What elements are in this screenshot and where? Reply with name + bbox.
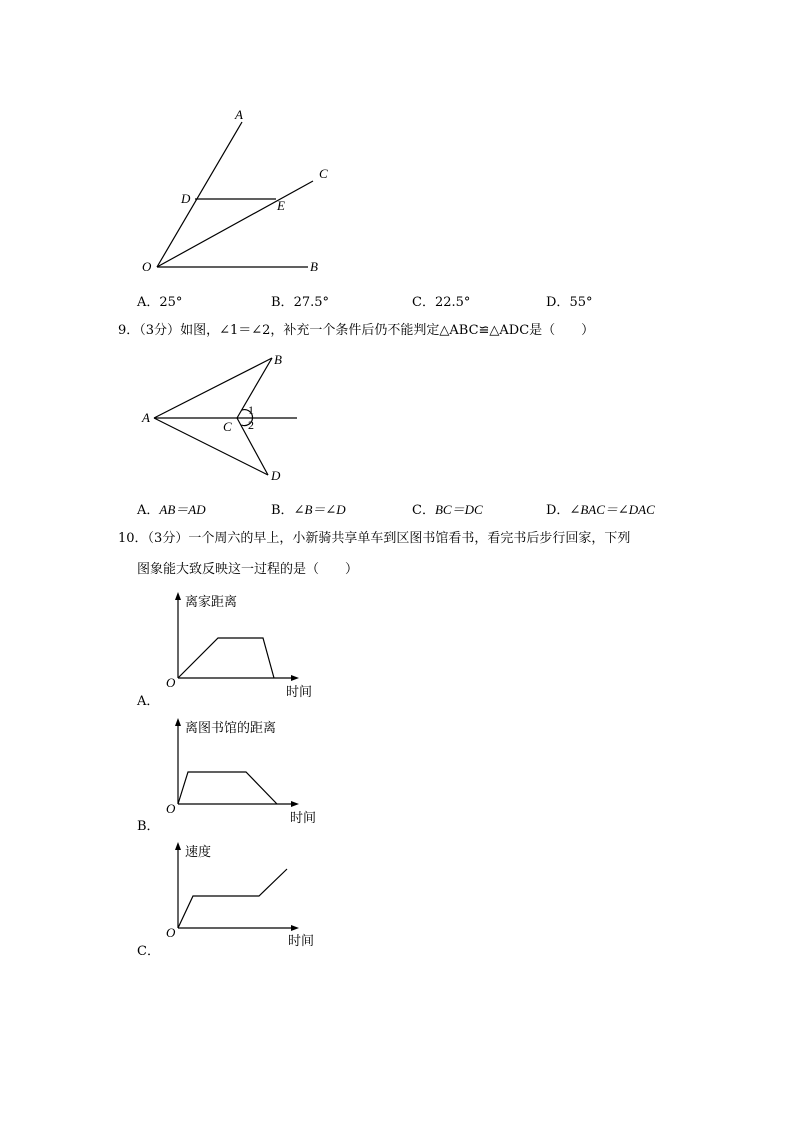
q9-option-d[interactable]: D．∠BAC＝∠DAC — [546, 502, 655, 518]
y-arrow-icon — [175, 592, 181, 600]
origin-label: O — [166, 925, 176, 940]
graph-b-line — [178, 772, 277, 804]
q8-option-d[interactable]: D．55° — [546, 295, 593, 310]
q9-option-b[interactable]: B．∠B＝∠D — [271, 502, 346, 518]
q9-score: （3分） — [139, 323, 181, 338]
label-c: C — [223, 419, 232, 434]
label-e: E — [277, 198, 285, 213]
q10-option-c[interactable]: C． — [137, 944, 160, 959]
label-o: O — [142, 259, 152, 274]
label-angle-1: 1 — [248, 403, 254, 417]
y-axis-label: 离图书馆的距离 — [185, 721, 277, 736]
q9-option-c[interactable]: C．BC＝DC — [412, 502, 483, 518]
x-arrow-icon — [291, 675, 299, 681]
q10-stem-line1: 10．（3分）一个周六的早上，小新骑共享单车到区图书馆看书，看完书后步行回家，下列 — [118, 531, 631, 546]
q9-stem: 如图，∠1＝∠2，补充一个条件后仍不能判定△ABC≌△ADC是（ ） — [180, 323, 595, 338]
q10-score: （3分） — [147, 531, 189, 546]
x-axis-label: 时间 — [290, 811, 317, 826]
origin-label: O — [166, 801, 176, 816]
x-axis-label: 时间 — [286, 685, 313, 700]
q10-option-b[interactable]: B． — [137, 819, 160, 834]
q10-graph-b — [160, 714, 330, 829]
label-b: B — [274, 352, 282, 367]
ray-oa — [157, 122, 242, 267]
q9-number: 9． — [118, 323, 140, 338]
label-angle-2: 2 — [248, 418, 254, 432]
graph-a-line — [178, 638, 274, 678]
q8-option-b[interactable]: B．27.5° — [271, 295, 330, 310]
x-axis-label: 时间 — [288, 934, 315, 949]
q10-number: 10． — [118, 531, 148, 546]
q10-stem-line2: 图象能大致反映这一过程的是（ ） — [137, 562, 359, 577]
y-axis-label: 速度 — [185, 845, 212, 860]
q9-stem-line — [118, 324, 594, 337]
label-a: A — [235, 107, 243, 122]
q8-option-c[interactable]: C．22.5° — [412, 295, 471, 310]
label-c: C — [319, 166, 328, 181]
q9-option-a[interactable]: A．AB＝AD — [137, 502, 206, 518]
q9-figure — [135, 348, 315, 488]
q8-option-a[interactable]: A．25° — [137, 295, 183, 310]
x-arrow-icon — [291, 801, 299, 807]
q10-graph-c — [160, 838, 330, 953]
q10-option-a[interactable]: A． — [137, 694, 160, 709]
label-d: D — [271, 468, 281, 483]
q10-graph-a — [160, 588, 330, 703]
origin-label: O — [166, 675, 176, 690]
label-d: D — [181, 191, 191, 206]
x-arrow-icon — [291, 925, 299, 931]
label-b: B — [310, 259, 318, 274]
y-axis-label: 离家距离 — [185, 595, 238, 610]
graph-c-line — [178, 869, 287, 928]
y-arrow-icon — [175, 842, 181, 850]
label-a: A — [142, 410, 150, 425]
y-arrow-icon — [175, 718, 181, 726]
q8-figure — [130, 100, 350, 280]
